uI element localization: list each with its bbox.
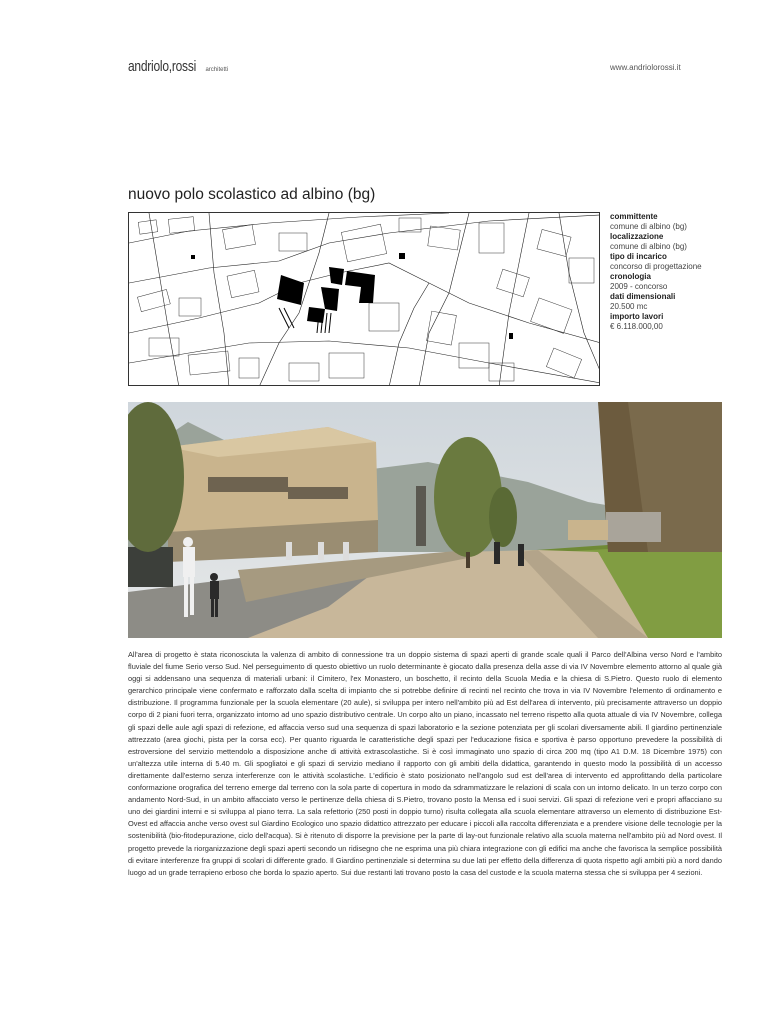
brand-name: andriolo,rossi bbox=[128, 58, 197, 75]
brand-subtitle: architetti bbox=[205, 67, 229, 73]
website-link[interactable]: www.andriolorossi.it bbox=[610, 63, 681, 72]
info-committente bbox=[610, 212, 730, 232]
info-label: dati dimensionali bbox=[610, 292, 676, 301]
info-localizzazione bbox=[610, 232, 730, 252]
site-plan-map bbox=[128, 212, 600, 386]
info-tipo-incarico bbox=[610, 252, 730, 272]
project-title: nuovo polo scolastico ad albino (bg) bbox=[128, 186, 376, 203]
info-importo-lavori bbox=[610, 312, 730, 332]
info-value: 20.500 mc bbox=[610, 302, 648, 311]
project-rendering bbox=[128, 402, 722, 638]
info-label: importo lavori bbox=[610, 312, 664, 321]
info-value: comune di albino (bg) bbox=[610, 222, 687, 231]
info-value: concorso di progettazione bbox=[610, 262, 702, 271]
info-label: cronologia bbox=[610, 272, 651, 281]
info-label: tipo di incarico bbox=[610, 252, 667, 261]
info-cronologia bbox=[610, 272, 730, 292]
info-label: localizzazione bbox=[610, 232, 664, 241]
info-label: committente bbox=[610, 212, 658, 221]
project-info bbox=[610, 212, 730, 332]
project-description: All'area di progetto è stata riconosciuta la valenza di ambito di connessione tra un doppio sistema di spazi aperti di grande scale quali il Parco dell'Albina verso Nord e l'ambito fluviale del fiume Serio verso Sud. Nel perseguimento di questo obiettivo un ruolo determinante è giocato dalla presenza della asse di via IV Novembre elemento attorno al quale già oggi si addensano una sequenza di materiali urbani: il Cimitero, l'ex Monastero, un boschetto, il recinto della Scuola Media e la chiesa di S.Pietro. Questo ruolo di elemento gerarchico principale viene confermato e rafforzato dalla scelta di impianto che si potrebbe definire di recinti nel recinto che trova in via IV Novembre l'elemento di ordinamento e distribuzione. Il programma funzionale per la scuola elementare (20 aule), si sviluppa per intero nell'ambito più ad Est dell'area di intervento, più precisamente attraverso un doppio corpo di 2 piani fuori terra, organizzato intorno ad uno spazio distributivo centrale. Un corpo alto un piano, incassato nel terreno rispetto alla quota attuale di via IV Novembre, collega gli spazi delle aule agli spazi di refezione, ed affaccia verso sud una sequenza di spazi laboratorio e la sezione potenziata per gli scolari diversamente abili. Il giardino pertinenziale attrezzato (area giochi, pista per la corsa ecc). Per quanto riguarda le caratteristiche degli spazi per l'educazione fisica e sportiva è parso opportuno prevedere la possibilità di estroversione del servizio mettendolo a disposizione anche di attività extrascolastiche. Si è così immaginato uno spazio di circa 200 mq (tipo A1 D.M. 18 Dicembre 1975) con un'altezza utile interna di 5.40 m. Gli spogliatoi e gli spazi di servizio mediano il rapporto con gli ambiti della didattica, garantendo in questo modo la possibilità di un accesso direttamente dall'esterno senza interferenze con le attività scolastiche. L'edificio è stato posizionato nell'angolo sud est dell'area di intervento ed approfittando della particolare conformazione orografica del terreno emerge dal terreno con la sola parte di copertura in modo da sdrammatizzare le relazioni di scala con un intorno delicato. In un terzo corpo con andamento Nord-Sud, in un ambito affacciato verso le pertinenze della chiesa di S.Pietro, trovano posto la Mensa ed i suoi servizi. Gli spazi di refezione veri e propri affacciano su uno dei giardini interni e si sviluppa al piano terra. La sala refettorio (250 posti in doppio turno) risulta collegata alla scuola elementare attraverso un elemento di distribuzione Est-Ovest ed affaccia anche verso ovest sul Giardino Ecologico uno spazio didattico attrezzato per educare i piccoli alla raccolta differenziata e a prendere visione delle tecnologie per la sostenibilità (bio-fitodepurazione, ciclo dell'acqua). Si è ritenuto di disporre la previsione per la parte di lay-out funzionale relativo alla scuola materna nell'ambito più ad Nord ovest. Il progetto prevede la riorganizzazione degli spazi aperti secondo un ridisegno che ne esprima una più chiara integrazione con gli edifici ma anche che favorisca la semplice possibilità di evitare interferenze fra gruppi di scolari di differente grado. Il Giardino pertinenziale si determina su due lati per effetto della differenza di quota rispetto agli ambiti più a nord dando luogo ad un grade terrapieno erboso che borda lo spazio aperto. Sui due restanti lati trovano posto la casa del custode e la scuola materna stessa che si sviluppa per 4 sezioni. bbox=[128, 650, 722, 877]
info-value: € 6.118.000,00 bbox=[610, 322, 663, 331]
info-value: 2009 - concorso bbox=[610, 282, 668, 291]
info-value: comune di albino (bg) bbox=[610, 242, 687, 251]
info-dati-dimensionali bbox=[610, 292, 730, 312]
brand-logo bbox=[128, 58, 228, 76]
